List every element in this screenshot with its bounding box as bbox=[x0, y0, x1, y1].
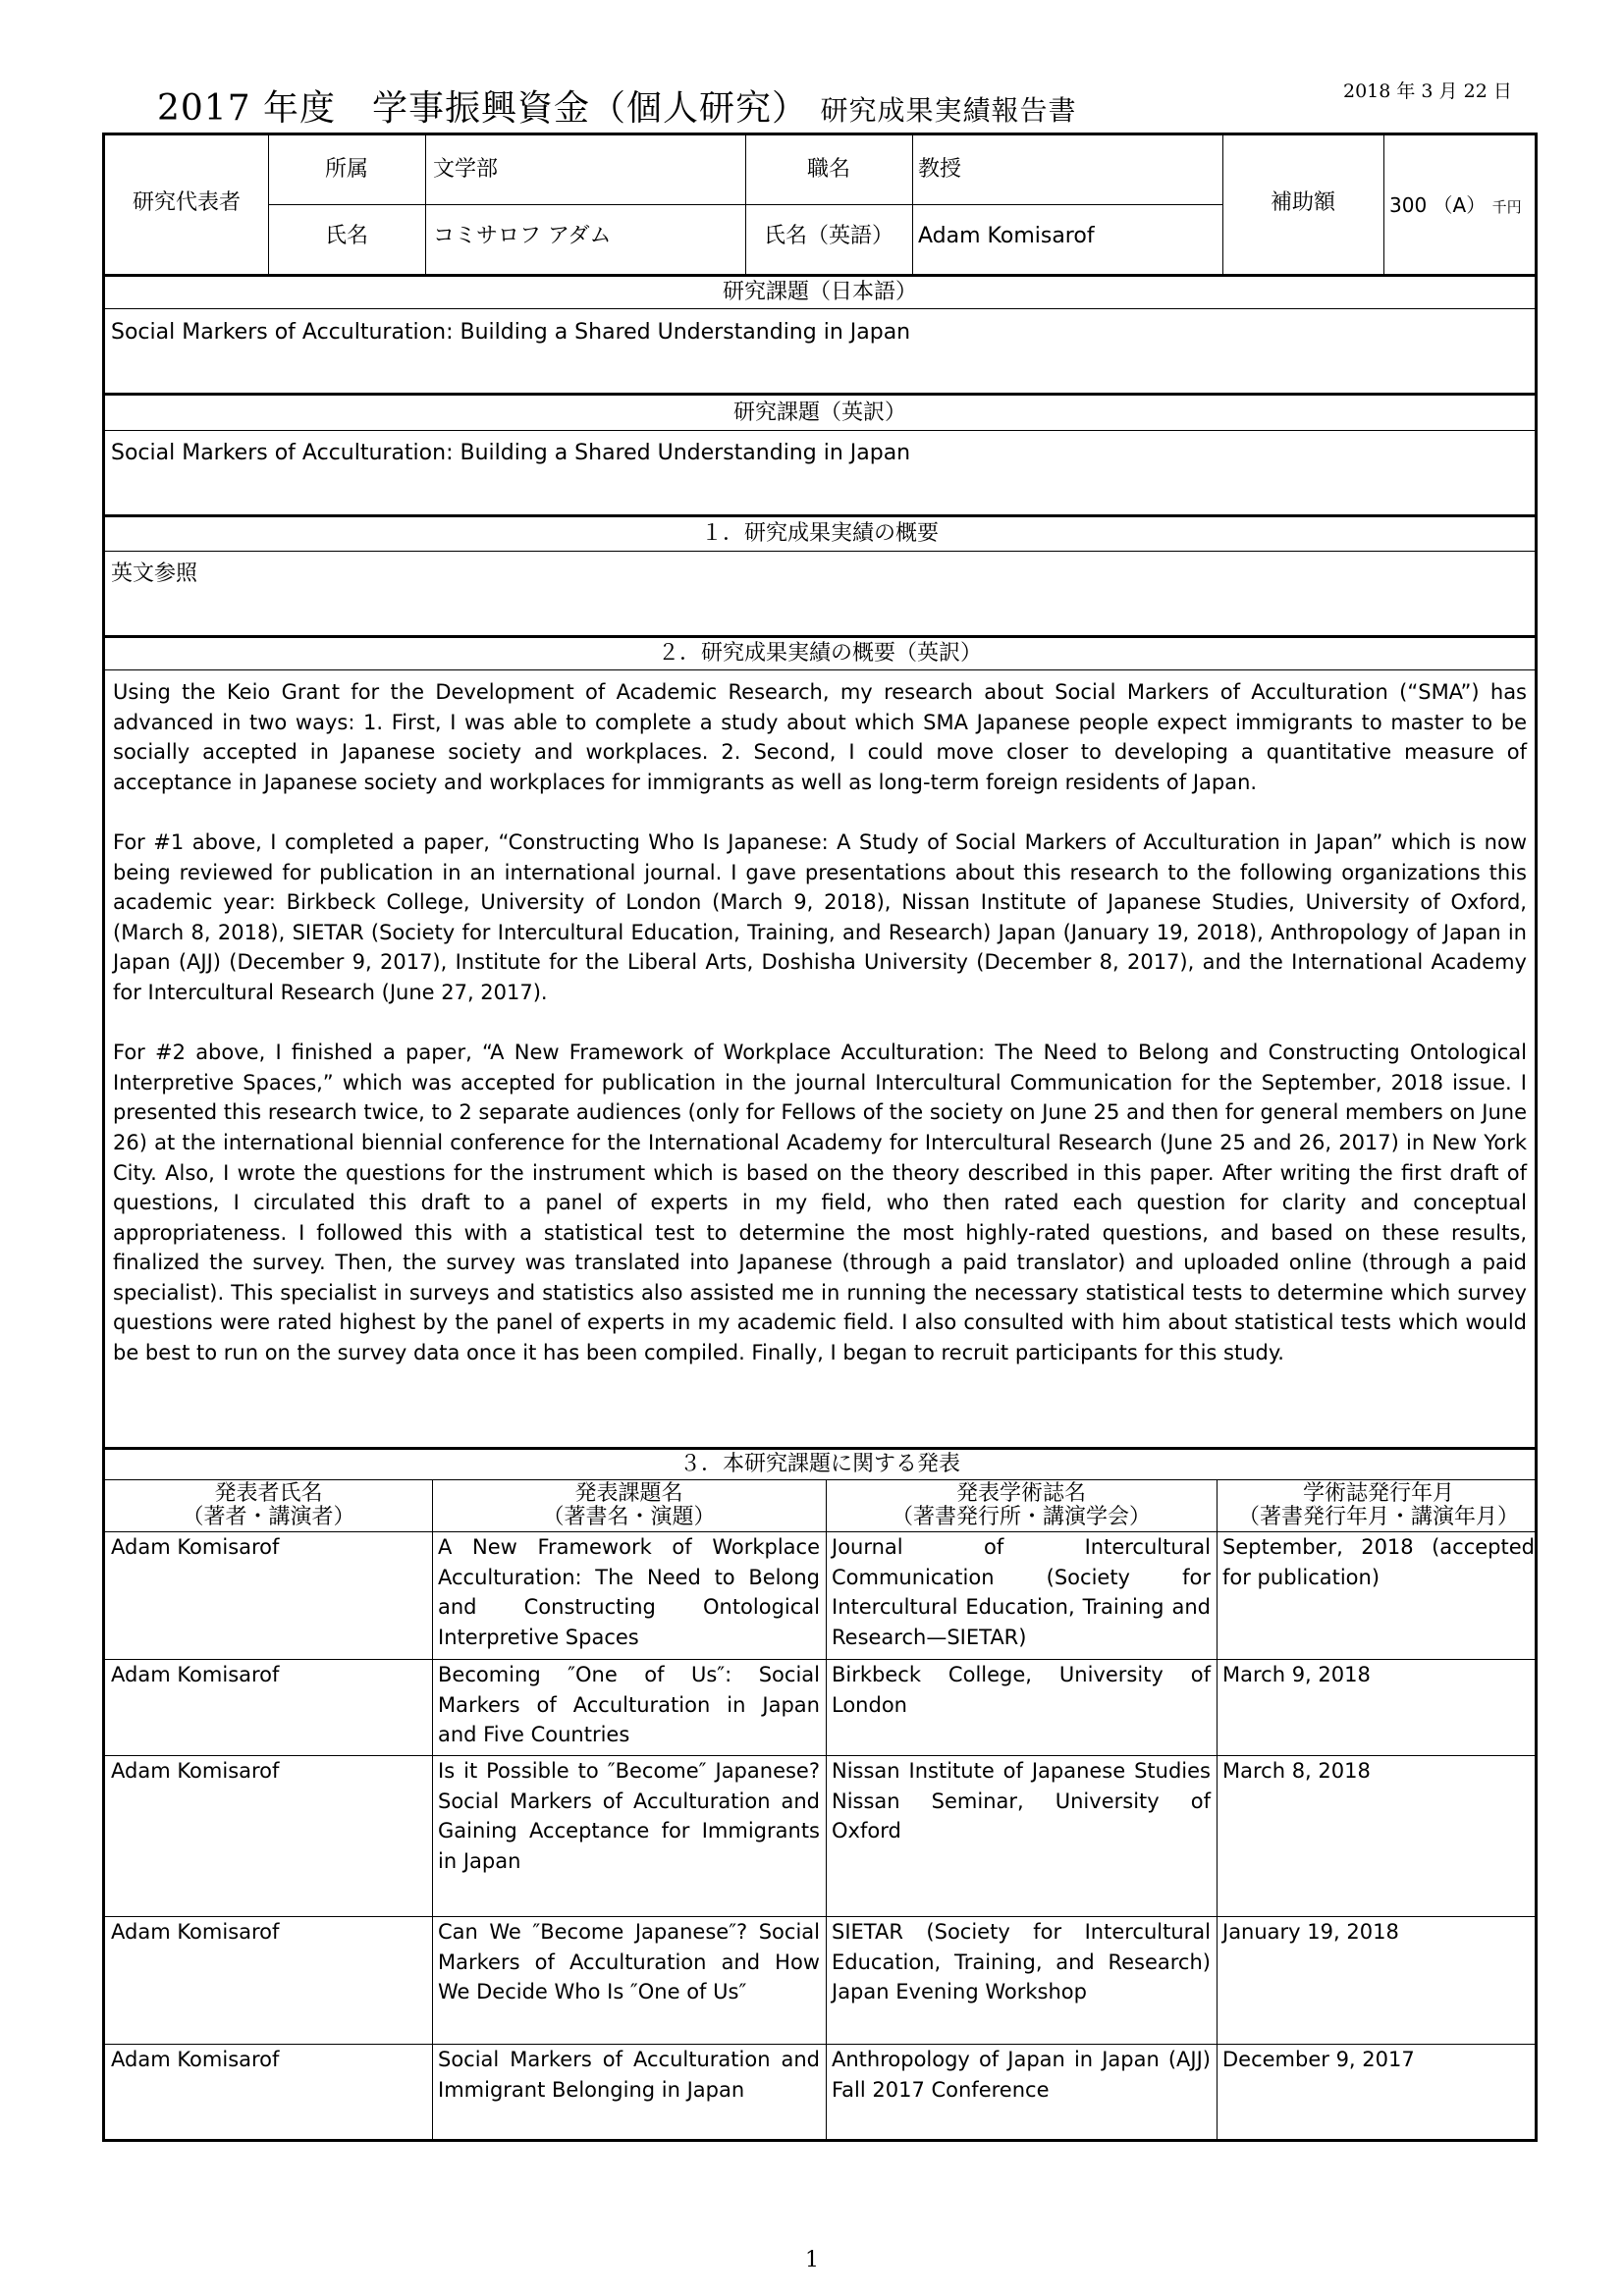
name-label: 氏名 bbox=[324, 224, 368, 248]
table-row-5-title: Social Markers of Acculturation and Immigrant Belonging in Japan bbox=[438, 2048, 820, 2102]
summary-en-heading: ２．研究成果実績の概要（英訳） bbox=[657, 641, 982, 666]
table-row-2-title: Becoming ″One of Us″: Social Markers of Acculturation in Japan and Five Countries bbox=[438, 1663, 820, 1747]
table-row-1-venue: Journal of Intercultural Communication (Society for Intercultural Education, Training and Research—SIETAR) bbox=[832, 1535, 1211, 1649]
col-header-date: 学術誌発行年月 （著書発行年月・講演年月） bbox=[1237, 1481, 1519, 1529]
table-row-5-presenter: Adam Komisarof bbox=[111, 2048, 280, 2071]
info-block bbox=[105, 135, 1535, 274]
summary-paragraph-2: For #1 above, I completed a paper, “Constructing Who Is Japanese: A Study of Social Markers of Acculturation in Japan” which is now being reviewed for publication in an international journal. I gave presentations about this research to the following organizations this academic year: Birkbeck College, University of London (March 9, 2018), Nissan Institute of Japanese Studies, University of Oxford, (March 8, 2018), SIETAR (Society for Intercultural Education, Training, and Research) Japan (January 19, 2018), Anthropology of Japan in Japan (AJJ) (December 9, 2017), Institute for the Liberal Arts, Doshisha University (December 8, 2017), and the International Academy for Intercultural Research (June 27, 2017). bbox=[113, 829, 1527, 1004]
name-en-label: 氏名（英語） bbox=[763, 224, 893, 248]
topic-jp-text: Social Markers of Acculturation: Building a Shared Understanding in Japan bbox=[111, 320, 911, 345]
table-row-4-presenter: Adam Komisarof bbox=[111, 1920, 280, 1944]
table-row-3-date: March 8, 2018 bbox=[1222, 1759, 1371, 1783]
table-row-4-venue: SIETAR (Society for Intercultural Education, Training, and Research) Japan Evening Workshop bbox=[832, 1920, 1211, 2004]
grant-value: 300 bbox=[1389, 193, 1428, 217]
table-row-1-title: A New Framework of Workplace Acculturation: The Need to Belong and Constructing Ontological Interpretive Spaces bbox=[438, 1535, 820, 1649]
grant-amount bbox=[1389, 190, 1539, 222]
summary-en-body bbox=[105, 677, 1535, 1398]
table-row-1-presenter: Adam Komisarof bbox=[111, 1535, 280, 1559]
position-label: 職名 bbox=[806, 157, 850, 182]
table-row-2-presenter: Adam Komisarof bbox=[111, 1663, 280, 1686]
table-row-3-presenter: Adam Komisarof bbox=[111, 1759, 280, 1783]
grant-type: （A） bbox=[1433, 193, 1487, 217]
col-header-presenter: 発表者氏名 （著者・講演者） bbox=[182, 1481, 355, 1529]
summary-paragraph-3: For #2 above, I finished a paper, “A New Framework of Workplace Acculturation: The Need to Belong and Constructing Ontological Interpretive Spaces,” which was accepted for publication in the journal Intercultural Communication for the September, 2018 issue. I presented this research twice, to 2 separate audiences (only for Fellows of the society on June 25 and then for general members on June 26) at the international biennial conference for the International Academy for Intercultural Research (June 25 and 26, 2017) in New York City. Also, I wrote the questions for the instrument which is based on the theory described in this paper. After writing the first draft of questions, I circulated this draft to a panel of experts in my field, who then rated each question for clarity and conceptual appropriateness. I followed this with a statistical test to determine the most highly-rated questions, and based on these results, finalized the survey. Then, the survey was translated into Japanese (through a paid translator) and uploaded online (through a paid specialist). This specialist in surveys and statistics also assisted me in running the necessary statistical tests to determine which survey questions were rated highest by the panel of experts in my academic field. I also consulted with him about statistical tests which would be best to run on the survey data once it has been compiled. Finally, I began to recruit participants for this study. bbox=[113, 1041, 1527, 1365]
table-row-5-date: December 9, 2017 bbox=[1222, 2048, 1415, 2071]
col-header-venue: 発表学術誌名 （著書発行所・講演学会） bbox=[891, 1481, 1151, 1529]
document-title bbox=[157, 80, 1077, 131]
grant-unit: 千円 bbox=[1491, 198, 1522, 216]
grant-label: 補助額 bbox=[1270, 190, 1335, 215]
table-row-1-date: September, 2018 (accepted for publication) bbox=[1222, 1535, 1535, 1589]
summary-jp-heading: １．研究成果実績の概要 bbox=[700, 521, 939, 546]
title-main: 2017 年度 学事振興資金（個人研究） bbox=[157, 88, 809, 129]
topic-en-text: Social Markers of Acculturation: Building a Shared Understanding in Japan bbox=[111, 441, 911, 465]
summary-jp-text: 英文参照 bbox=[111, 561, 198, 586]
topic-en-heading: 研究課題（英訳） bbox=[732, 400, 906, 425]
report-form bbox=[102, 133, 1538, 2142]
table-row-4-date: January 19, 2018 bbox=[1222, 1920, 1399, 1944]
name-en-value: Adam Komisarof bbox=[918, 224, 1095, 248]
affiliation-value: 文学部 bbox=[433, 157, 499, 182]
presentations-heading: ３．本研究課題に関する発表 bbox=[678, 1452, 960, 1476]
name-value: コミサロフ アダム bbox=[433, 224, 612, 248]
col-header-title: 発表課題名 （著書名・演題） bbox=[542, 1481, 716, 1529]
table-row-5-venue: Anthropology of Japan in Japan (AJJ) Fall 2017 Conference bbox=[832, 2048, 1211, 2102]
representative-label: 研究代表者 bbox=[132, 190, 241, 215]
title-sub: 研究成果実績報告書 bbox=[820, 94, 1077, 127]
summary-paragraph-1: Using the Keio Grant for the Development of Academic Research, my research about Social Markers of Acculturation (“SMA”) has advanced in two ways: 1. First, I was able to complete a study about which SMA Japanese people expect immigrants to master to be socially accepted in Japanese society and workplaces. 2. Second, I could move closer to developing a quantitative measure of acceptance in Japanese society and workplaces for immigrants as well as long-term foreign residents of Japan. bbox=[113, 680, 1527, 794]
topic-jp-heading: 研究課題（日本語） bbox=[722, 280, 917, 304]
table-row-3-title: Is it Possible to ″Become″ Japanese? Social Markers of Acculturation and Gaining Acceptance for Immigrants in Japan bbox=[438, 1759, 820, 1873]
position-value: 教授 bbox=[918, 157, 962, 182]
table-row-3-venue: Nissan Institute of Japanese Studies Nissan Seminar, University of Oxford bbox=[832, 1759, 1211, 1843]
table-row-2-venue: Birkbeck College, University of London bbox=[832, 1663, 1211, 1717]
page-number: 1 bbox=[805, 2248, 819, 2272]
affiliation-label: 所属 bbox=[324, 157, 368, 182]
table-row-2-date: March 9, 2018 bbox=[1222, 1663, 1371, 1686]
table-row-4-title: Can We ″Become Japanese″? Social Markers of Acculturation and How We Decide Who Is ″One of Us″ bbox=[438, 1920, 820, 2004]
report-date: 2018 年 3 月 22 日 bbox=[1343, 80, 1512, 102]
